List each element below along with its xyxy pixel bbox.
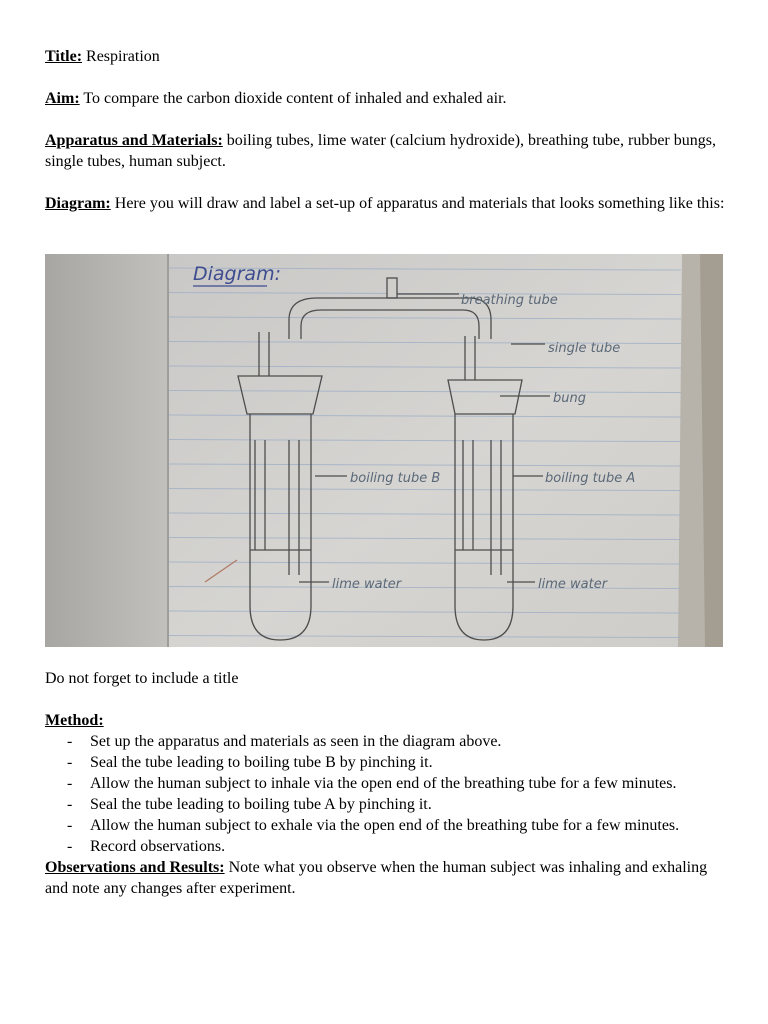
aim-label: Aim: (45, 90, 80, 107)
aim-line (45, 88, 725, 109)
method-heading (45, 710, 725, 731)
diagram-photo (45, 254, 723, 647)
document-body-continued (45, 668, 725, 899)
photo-heading: Diagram: (193, 263, 281, 285)
bullet-dash: - (67, 796, 73, 813)
notebook-page-left (45, 254, 180, 647)
method-step (45, 752, 725, 773)
label-bung: bung (553, 391, 586, 406)
method-step-text: Set up the apparatus and materials as seen in the diagram above. (90, 733, 502, 750)
observations-text: Note what you observe when the human subject was inhaling and exhaling and note any changes after experiment. (45, 859, 708, 897)
bullet-dash: - (67, 733, 73, 750)
title-label: Title: (45, 48, 83, 65)
bullet-dash: - (67, 817, 73, 834)
label-boiling-tube-b: boiling tube B (350, 471, 441, 486)
method-step-text: Allow the human subject to inhale via the open end of the breathing tube for a few minutes. (90, 775, 677, 792)
reminder-text: Do not forget to include a title (45, 670, 239, 687)
label-single-tube: single tube (548, 341, 621, 356)
diagram-text: Here you will draw and label a set-up of apparatus and materials that looks something like this: (114, 195, 725, 212)
method-step-text: Record observations. (90, 838, 226, 855)
method-list (45, 731, 725, 857)
method-step (45, 731, 725, 752)
observations-label: Observations and Results: (45, 859, 225, 876)
method-step (45, 815, 725, 836)
method-label: Method: (45, 712, 104, 729)
method-step (45, 773, 725, 794)
apparatus-label: Apparatus and Materials: (45, 132, 223, 149)
apparatus-paragraph (45, 130, 725, 172)
method-step-text: Seal the tube leading to boiling tube B by pinching it. (90, 754, 433, 771)
label-breathing-tube: breathing tube (461, 293, 558, 308)
diagram-paragraph (45, 193, 725, 214)
aim-text: To compare the carbon dioxide content of inhaled and exhaled air. (83, 90, 507, 107)
method-step-text: Seal the tube leading to boiling tube A by pinching it. (90, 796, 432, 813)
title-line (45, 46, 725, 67)
document-body (45, 46, 725, 214)
method-step (45, 836, 725, 857)
label-lime-water-right: lime water (538, 577, 608, 592)
method-step (45, 794, 725, 815)
label-boiling-tube-a: boiling tube A (545, 471, 636, 486)
observations-paragraph (45, 857, 725, 899)
bullet-dash: - (67, 838, 73, 855)
title-text: Respiration (86, 48, 160, 65)
apparatus-text: boiling tubes, lime water (calcium hydroxide), breathing tube, rubber bungs, single tubes, human subject. (45, 132, 716, 170)
label-lime-water-left: lime water (332, 577, 402, 592)
bullet-dash: - (67, 754, 73, 771)
bullet-dash: - (67, 775, 73, 792)
diagram-label: Diagram: (45, 195, 111, 212)
method-step-text: Allow the human subject to exhale via the open end of the breathing tube for a few minutes. (90, 817, 680, 834)
